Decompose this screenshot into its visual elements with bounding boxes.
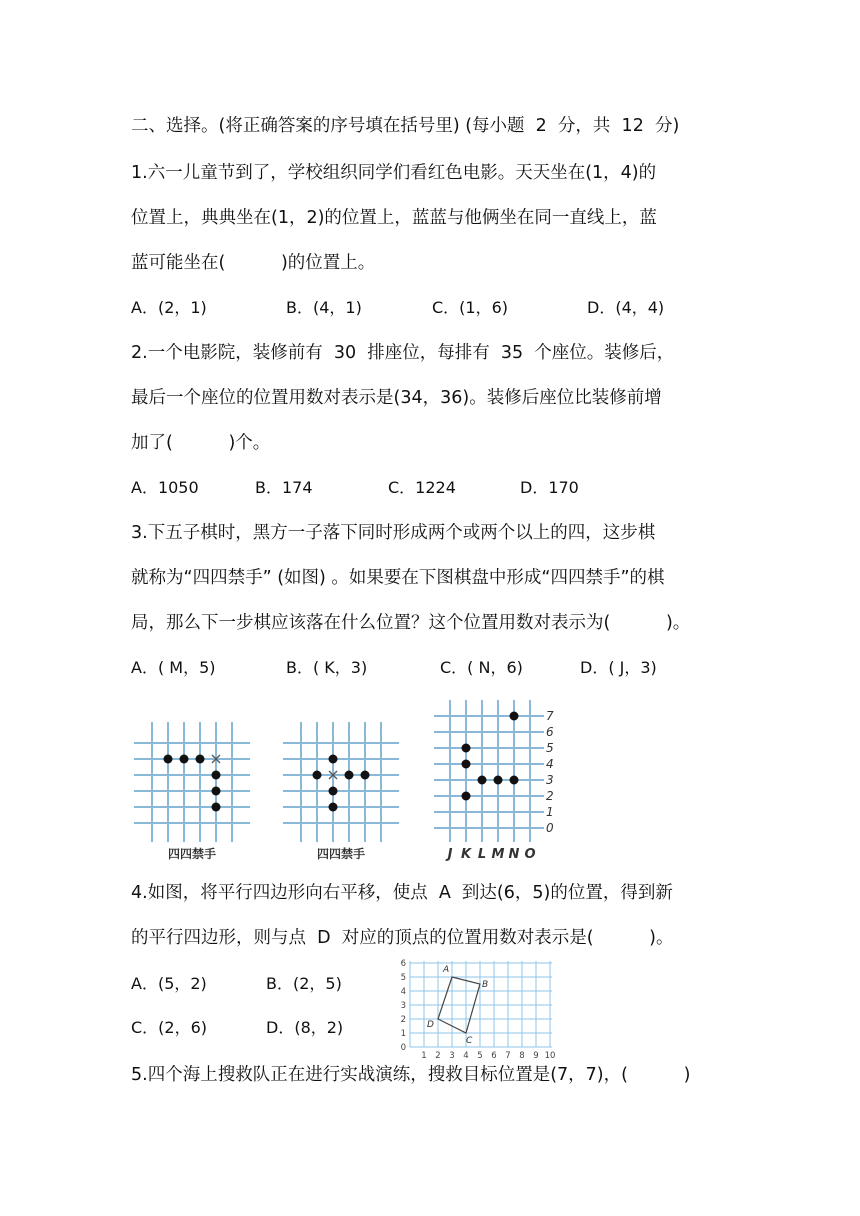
vertex-label-b: B	[482, 980, 489, 990]
column-labels	[445, 847, 536, 862]
q4-option-b[interactable]: B．(2，5)	[266, 974, 342, 993]
gomoku-board	[432, 700, 562, 862]
q3-option-c[interactable]: C．( N，6)	[440, 658, 523, 677]
vertex-label-a: A	[443, 965, 450, 975]
y-label: 3	[400, 1001, 406, 1011]
question-3-line-2: 就称为“四四禁手” (如图) 。如果要在下图棋盘中形成“四四禁手”的棋	[131, 568, 665, 588]
q1-option-a[interactable]: A．(2，1)	[131, 298, 207, 317]
x-label: 10	[544, 1051, 556, 1061]
question-3-line-3: 局，那么下一步棋应该落在什么位置？这个位置用数对表示为( )。	[131, 613, 691, 633]
q1-option-c[interactable]: C．(1，6)	[432, 298, 509, 317]
x-label: 7	[505, 1051, 511, 1061]
q4-option-c[interactable]: C．(2，6)	[131, 1018, 208, 1037]
y-label: 0	[400, 1043, 406, 1053]
y-label: 4	[400, 987, 406, 997]
row-label: 7	[546, 709, 554, 723]
x-label: 1	[421, 1051, 427, 1061]
row-label: 1	[546, 805, 554, 819]
question-2-line-1: 2.一个电影院，装修前有 30 排座位，每排有 35 个座位。装修后，	[131, 343, 675, 363]
column-label: K	[460, 847, 472, 862]
x-label: 9	[533, 1051, 539, 1061]
question-5-line-1: 5.四个海上搜救队正在进行实战演练，搜救目标位置是(7，7)，( )	[131, 1065, 691, 1085]
question-3-line-1: 3.下五子棋时，黑方一子落下同时形成两个或两个以上的四，这步棋	[131, 523, 656, 543]
question-1-line-1: 1.六一儿童节到了，学校组织同学们看红色电影。天天坐在(1，4)的	[131, 163, 657, 183]
q2-option-a[interactable]: A．1050	[131, 478, 199, 497]
row-labels	[546, 709, 554, 835]
x-axis-labels	[421, 1051, 555, 1061]
row-label: 3	[546, 773, 554, 787]
column-label: J	[447, 847, 453, 862]
q3-option-b[interactable]: B．( K，3)	[286, 658, 368, 677]
q1-option-d[interactable]: D．(4，4)	[587, 298, 665, 317]
y-label: 6	[400, 959, 406, 969]
black-stones	[313, 755, 370, 812]
figure-1-caption: 四四禁手	[167, 847, 217, 861]
forbidden-move-figure-2	[283, 722, 399, 862]
section-heading: 二、选择。(将正确答案的序号填在括号里) (每小题 2 分，共 12 分)	[131, 116, 680, 136]
vertex-label-c: C	[466, 1036, 473, 1046]
row-label: 4	[546, 757, 554, 771]
question-2-line-3: 加了( )个。	[131, 433, 271, 453]
q2-option-c[interactable]: C．1224	[388, 478, 456, 497]
q4-option-a[interactable]: A．(5，2)	[131, 974, 207, 993]
row-label: 2	[546, 789, 554, 803]
black-stones	[462, 712, 519, 801]
forbidden-move-figure-1	[134, 722, 250, 862]
q2-option-d[interactable]: D．170	[520, 478, 579, 497]
x-label: 6	[491, 1051, 497, 1061]
question-1-line-3: 蓝可能坐在( )的位置上。	[131, 253, 376, 273]
row-label: 5	[546, 741, 554, 755]
column-label: M	[491, 847, 505, 862]
column-label: L	[477, 847, 487, 862]
column-label: O	[524, 847, 536, 862]
vertex-label-d: D	[427, 1020, 434, 1030]
q3-option-a[interactable]: A．( M，5)	[131, 658, 216, 677]
row-label: 6	[546, 725, 554, 739]
column-label: N	[508, 847, 520, 862]
y-label: 5	[400, 973, 406, 983]
y-label: 1	[400, 1029, 406, 1039]
question-4-line-2: 的平行四边形，则与点 D 对应的顶点的位置用数对表示是( )。	[131, 928, 674, 948]
q3-option-d[interactable]: D．( J，3)	[580, 658, 657, 677]
x-label: 2	[435, 1051, 441, 1061]
black-stones	[164, 755, 221, 812]
figure-2-caption: 四四禁手	[316, 847, 366, 861]
x-label: 4	[463, 1051, 469, 1061]
question-1-line-2: 位置上，典典坐在(1，2)的位置上，蓝蓝与他俩坐在同一直线上，蓝	[131, 208, 657, 228]
question-4-line-1: 4.如图，将平行四边形向右平移，使点 A 到达(6，5)的位置，得到新	[131, 883, 673, 903]
q2-option-b[interactable]: B．174	[255, 478, 313, 497]
parallelogram-grid	[394, 957, 562, 1063]
q1-option-b[interactable]: B．(4，1)	[286, 298, 362, 317]
question-2-line-2: 最后一个座位的位置用数对表示是(34，36)。装修后座位比装修前增	[131, 388, 662, 408]
y-label: 2	[400, 1015, 406, 1025]
x-label: 5	[477, 1051, 483, 1061]
row-label: 0	[546, 821, 554, 835]
q4-option-d[interactable]: D．(8，2)	[266, 1018, 344, 1037]
y-axis-labels	[401, 959, 406, 1053]
x-label: 8	[519, 1051, 525, 1061]
x-label: 3	[449, 1051, 455, 1061]
